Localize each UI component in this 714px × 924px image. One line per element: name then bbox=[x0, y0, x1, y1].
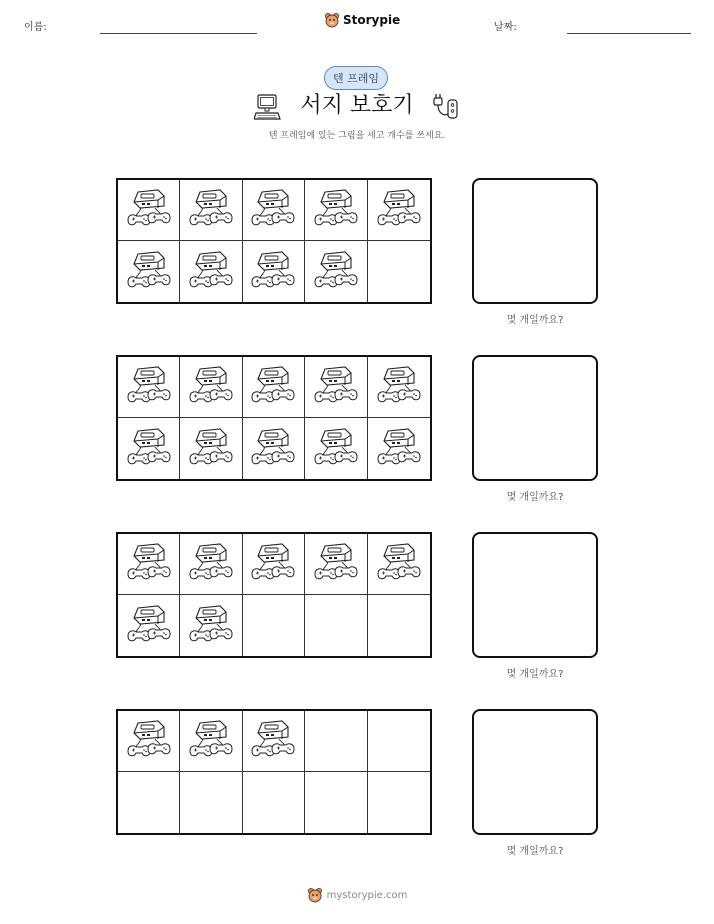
ten-frame-cell bbox=[180, 772, 242, 833]
ten-frame-cell bbox=[118, 241, 180, 302]
game-console-icon bbox=[250, 717, 296, 765]
game-console-icon bbox=[250, 186, 296, 234]
date-line[interactable] bbox=[567, 33, 691, 34]
ten-frame bbox=[116, 532, 432, 658]
ten-frame-cell bbox=[180, 534, 242, 595]
question-label: 몇 개일까요? bbox=[506, 492, 564, 503]
ten-frame-cell bbox=[243, 711, 305, 772]
brand-name: Storypie bbox=[343, 13, 401, 27]
question-label: 몇 개일까요? bbox=[506, 669, 564, 680]
page-title: 서지 보호기 bbox=[300, 93, 414, 118]
game-console-icon bbox=[126, 425, 172, 473]
ten-frame-cell bbox=[368, 418, 430, 479]
ten-frame-cell bbox=[368, 595, 430, 656]
game-console-icon bbox=[313, 186, 359, 234]
game-console-icon bbox=[250, 425, 296, 473]
ten-frame bbox=[116, 709, 432, 835]
ten-frame-cell bbox=[243, 595, 305, 656]
ten-frame-cell bbox=[180, 241, 242, 302]
game-console-icon bbox=[313, 540, 359, 588]
game-console-icon bbox=[376, 186, 422, 234]
ten-frame-cell bbox=[118, 595, 180, 656]
ten-frame-cell bbox=[243, 418, 305, 479]
ten-frame-cell bbox=[305, 711, 367, 772]
date-label: 날짜: bbox=[494, 22, 517, 33]
ten-frame-cell bbox=[243, 241, 305, 302]
bear-icon bbox=[324, 12, 340, 28]
bear-icon bbox=[307, 887, 323, 903]
footer bbox=[0, 887, 714, 903]
name-line[interactable] bbox=[100, 33, 257, 34]
game-console-icon bbox=[126, 363, 172, 411]
ten-frame bbox=[116, 178, 432, 304]
footer-url: mystorypie.com bbox=[326, 889, 408, 901]
ten-frame-cell bbox=[180, 711, 242, 772]
game-console-icon bbox=[376, 540, 422, 588]
game-console-icon bbox=[250, 540, 296, 588]
ten-frame-cell bbox=[305, 772, 367, 833]
ten-frame-cell bbox=[118, 357, 180, 418]
ten-frame-cell bbox=[305, 534, 367, 595]
ten-frame-cell bbox=[243, 357, 305, 418]
brand-logo bbox=[324, 12, 400, 28]
game-console-icon bbox=[313, 248, 359, 296]
answer-box[interactable] bbox=[472, 355, 598, 481]
game-console-icon bbox=[188, 248, 234, 296]
ten-frame-cell bbox=[305, 180, 367, 241]
question-label: 몇 개일까요? bbox=[506, 846, 564, 857]
ten-frame-cell bbox=[118, 534, 180, 595]
ten-frame-cell bbox=[118, 180, 180, 241]
ten-frame-cell bbox=[305, 418, 367, 479]
game-console-icon bbox=[126, 186, 172, 234]
game-console-icon bbox=[188, 540, 234, 588]
ten-frame-cell bbox=[180, 180, 242, 241]
ten-frame-cell bbox=[368, 241, 430, 302]
game-console-icon bbox=[126, 602, 172, 650]
ten-frame-cell bbox=[118, 711, 180, 772]
game-console-icon bbox=[126, 717, 172, 765]
answer-box[interactable] bbox=[472, 709, 598, 835]
ten-frame-cell bbox=[243, 534, 305, 595]
ten-frame-cell bbox=[368, 180, 430, 241]
ten-frame-cell bbox=[180, 357, 242, 418]
ten-frame-cell bbox=[368, 357, 430, 418]
instructions: 텐 프레임에 있는 그림을 세고 개수를 쓰세요. bbox=[268, 131, 446, 141]
answer-box[interactable] bbox=[472, 178, 598, 304]
surge-protector-icon bbox=[432, 92, 460, 122]
ten-frame-cell bbox=[180, 595, 242, 656]
ten-frame-cell bbox=[243, 180, 305, 241]
ten-frame-cell bbox=[118, 772, 180, 833]
topic-tag: 텐 프레임 bbox=[324, 66, 388, 90]
game-console-icon bbox=[313, 363, 359, 411]
game-console-icon bbox=[376, 425, 422, 473]
game-console-icon bbox=[188, 363, 234, 411]
ten-frame-cell bbox=[305, 595, 367, 656]
answer-box[interactable] bbox=[472, 532, 598, 658]
ten-frame-cell bbox=[243, 772, 305, 833]
game-console-icon bbox=[188, 186, 234, 234]
game-console-icon bbox=[376, 363, 422, 411]
game-console-icon bbox=[188, 717, 234, 765]
ten-frame-cell bbox=[180, 418, 242, 479]
ten-frame-cell bbox=[305, 357, 367, 418]
game-console-icon bbox=[250, 363, 296, 411]
name-label: 이름: bbox=[24, 22, 47, 33]
game-console-icon bbox=[126, 540, 172, 588]
game-console-icon bbox=[126, 248, 172, 296]
ten-frame bbox=[116, 355, 432, 481]
ten-frame-cell bbox=[305, 241, 367, 302]
ten-frame-cell bbox=[368, 711, 430, 772]
game-console-icon bbox=[188, 425, 234, 473]
ten-frame-cell bbox=[368, 772, 430, 833]
question-label: 몇 개일까요? bbox=[506, 315, 564, 326]
game-console-icon bbox=[188, 602, 234, 650]
ten-frame-cell bbox=[368, 534, 430, 595]
game-console-icon bbox=[313, 425, 359, 473]
game-console-icon bbox=[250, 248, 296, 296]
ten-frame-cell bbox=[118, 418, 180, 479]
